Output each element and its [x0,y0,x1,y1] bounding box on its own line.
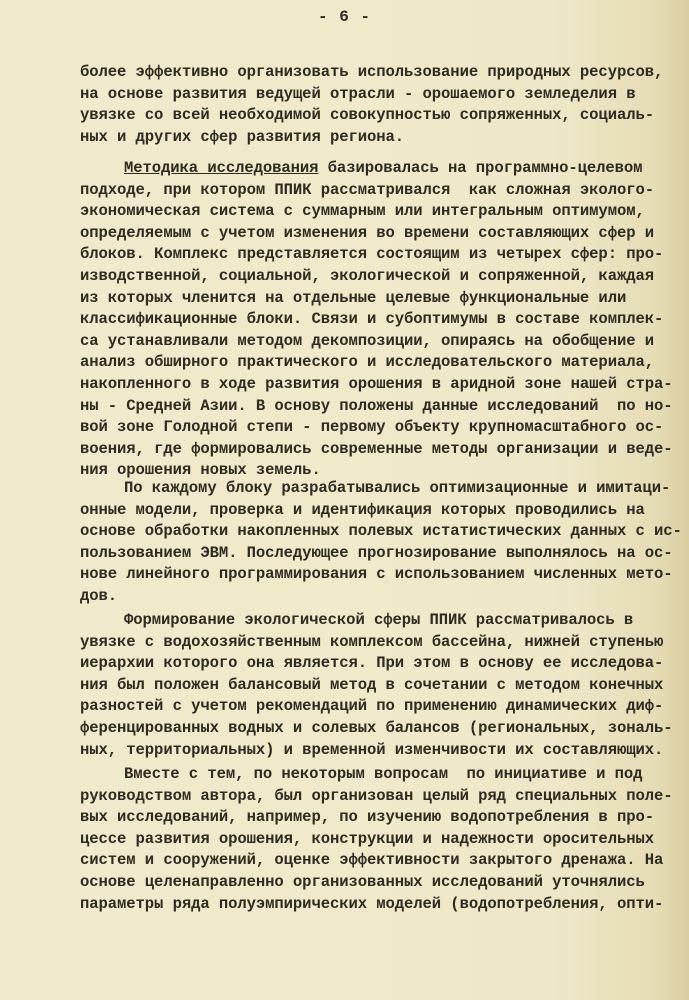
text-line: ния орошения новых земель. [80,461,321,480]
text-line: вой зоне Голодной степи - первому объекту крупномасштабного ос- [80,418,664,437]
text-line: основе целенаправленно организованных исследований уточнялись [80,872,645,891]
paragraph [80,478,680,608]
text-line: классификационные блоки. Связи и субоптимумы в составе комплек- [80,310,664,329]
text-line [80,158,680,180]
text-line: изводственной, социальной, экологической и сопряженной, каждая [80,266,654,285]
text-line: По каждому блоку разрабатывались оптимизационные и имитаци- [124,479,671,497]
text-line: нове линейного программирования с использованием численных мето- [80,565,673,584]
text-line: цессе развития орошения, конструкции и надежности оросительных [80,829,654,848]
text-line: систем и сооружений, оценке эффективности закрытого дренажа. На [80,851,664,870]
paragraph [80,610,680,761]
text-line: из которых членится на отдельные целевые функциональные или [80,288,627,307]
text-line: дов. [80,586,118,605]
paragraph [80,764,680,915]
text-line: Формирование экологической сферы ППИК рассматривалось в [124,611,634,629]
text-line: увязке с водохозяйственным комплексом бассейна, нижней ступенью [80,632,664,651]
text-line: ны - Средней Азии. В основу положены данные исследований по но- [80,396,673,415]
text-line: ференцированных водных и солевых балансов (региональных, зональ- [80,718,673,737]
text-line-rest: базировалась на программно-целевом [318,159,643,177]
text-line: руководством автора, был организован целый ряд специальных поле- [80,786,673,805]
text-line: анализ обширного практического и исследовательского материала, [80,353,654,372]
text-line: на основе развития ведущей отрасли - орошаемого земледелия в [80,84,636,103]
text-line: ных и других сфер развития региона. [80,127,405,146]
text-line: онные модели, проверка и идентификация которых проводились на [80,500,645,519]
text-line: ных, территориальных) и временной изменчивости их составляющих. [80,740,664,759]
text-line: определяемым с учетом изменения во времени составляющих сфер и [80,223,654,242]
text-line: увязке со всей необходимой совокупностью сопряженных, социаль- [80,106,654,125]
paragraph [80,62,680,148]
text-line: более эффективно организовать использование природных ресурсов, [80,63,664,81]
paragraph [80,158,680,482]
page-number: - 6 - [317,8,371,26]
section-heading: Методика исследования [124,159,319,177]
text-line: вых исследований, например, по изучению водопотребления в про- [80,808,654,827]
text-line: основе обработки накопленных полевых истатистических данных с ис- [80,522,682,541]
text-line: параметры ряда полуэмпирических моделей (водопотребления, опти- [80,894,664,913]
text-line: разностей с учетом рекомендаций по применению динамических диф- [80,697,664,716]
text-line: накопленного в ходе развития орошения в аридной зоне нашей стра- [80,374,673,393]
text-line: экономическая система с суммарным или интегральным оптимумом, [80,202,645,221]
text-line: блоков. Комплекс представляется состоящим из четырех сфер: про- [80,245,664,264]
text-line: са устанавливали методом декомпозиции, опираясь на обобщение и [80,331,654,350]
text-line: воения, где формировались современные методы организации и веде- [80,439,673,458]
text-line: ния был положен балансовый метод в сочетании с методом конечных [80,675,664,694]
text-line: пользованием ЭВМ. Последующее прогнозирование выполнялось на ос- [80,543,673,562]
text-line: иерархии которого она является. При этом в основу ее исследова- [80,654,664,673]
text-line: подходе, при котором ППИК рассматривался как сложная эколого- [80,180,654,199]
text-line: Вместе с тем, по некоторым вопросам по инициативе и под [124,765,643,783]
